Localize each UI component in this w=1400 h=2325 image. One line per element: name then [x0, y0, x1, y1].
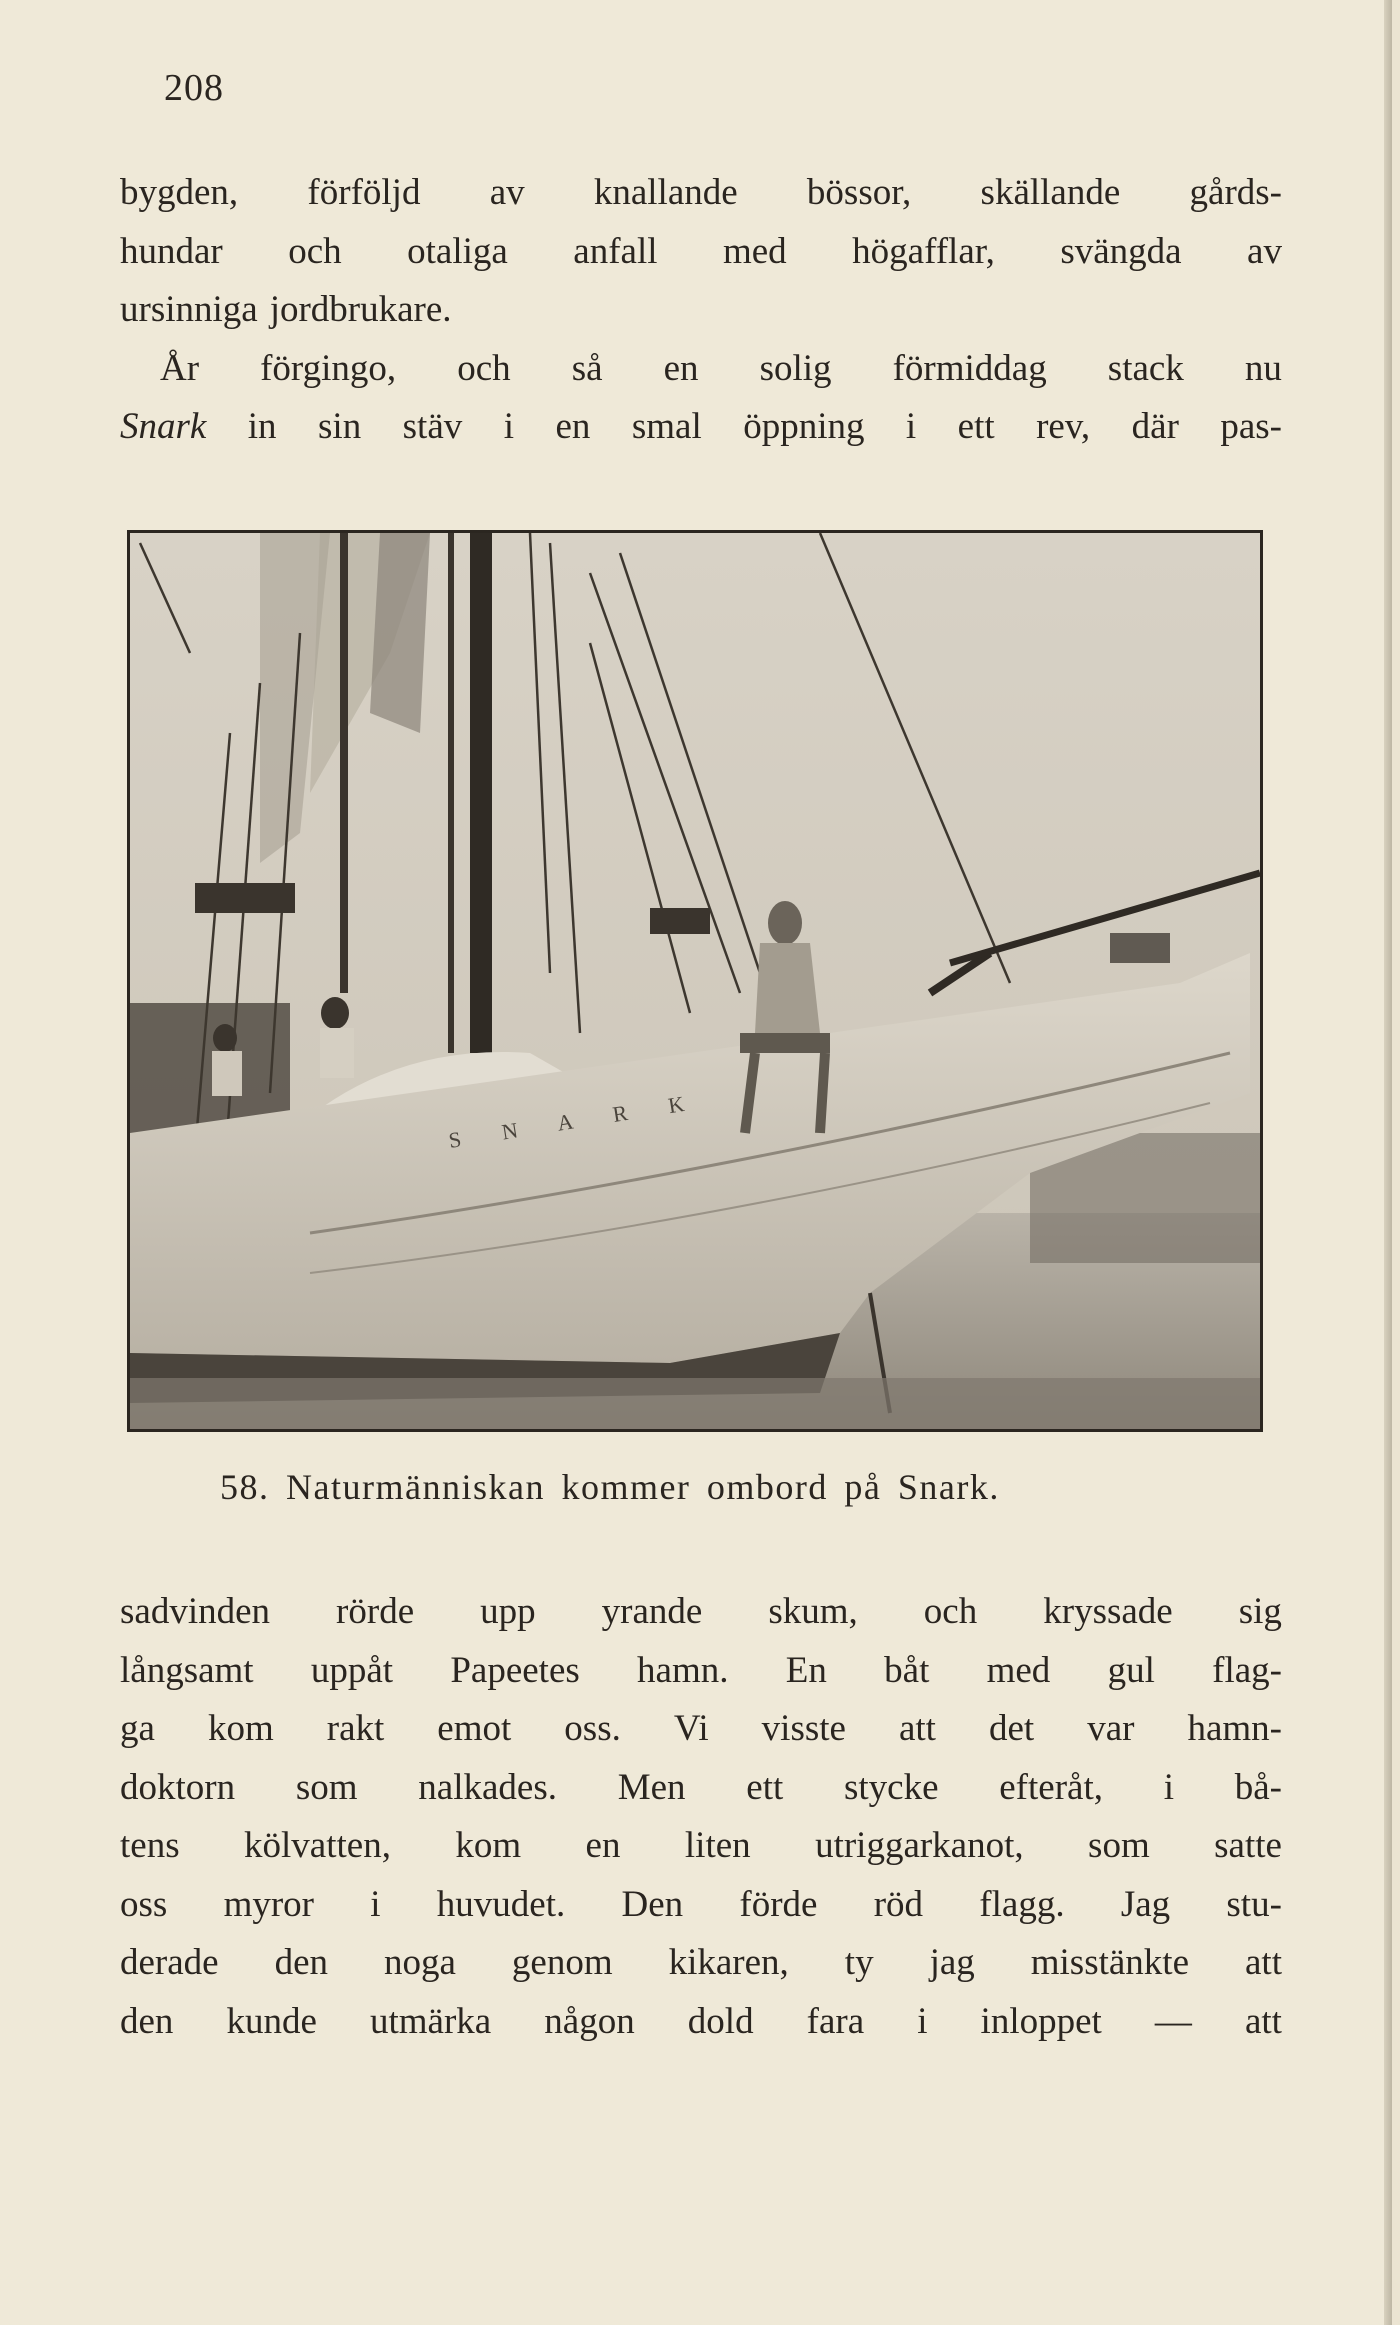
text-line	[120, 1993, 1282, 2052]
word: rakt	[326, 1708, 385, 1749]
word: visste	[761, 1708, 846, 1749]
word: förföljd	[307, 172, 421, 213]
word: in	[247, 406, 277, 447]
word: derade	[120, 1942, 219, 1983]
word: att	[1245, 1942, 1282, 1983]
photo-figure	[127, 530, 1263, 1432]
word: kikaren,	[668, 1942, 789, 1983]
word: hamn.	[637, 1649, 729, 1691]
word: tens	[120, 1825, 180, 1866]
word: liten	[684, 1825, 751, 1866]
word: bå-	[1234, 1766, 1282, 1808]
text-line	[120, 1817, 1282, 1876]
word: stack	[1107, 347, 1184, 389]
word: misstänkte	[1030, 1942, 1190, 1983]
word: högafflar,	[852, 230, 995, 272]
word: skum,	[768, 1591, 858, 1632]
word: En	[785, 1649, 827, 1691]
word: och	[288, 230, 342, 272]
word: hamn-	[1187, 1708, 1282, 1749]
figure-caption: 58. Naturmänniskan kommer ombord på Snark.	[220, 1467, 1000, 1507]
word: och	[457, 347, 511, 389]
word: upp	[480, 1591, 536, 1632]
word: förde	[739, 1883, 818, 1925]
word: doktorn	[120, 1766, 236, 1808]
word: att	[1244, 2000, 1282, 2042]
word: förmiddag	[892, 347, 1047, 389]
text-line	[120, 1583, 1282, 1642]
text-line	[120, 281, 1282, 340]
word: sadvinden	[120, 1591, 271, 1632]
word: stäv	[402, 406, 463, 447]
word: röd	[873, 1883, 924, 1925]
word: otaliga	[407, 230, 508, 272]
word: knallande	[593, 172, 738, 213]
text-line	[120, 223, 1282, 282]
word: Jag	[1120, 1883, 1171, 1925]
word: bygden,	[120, 172, 239, 213]
word: nalkades.	[418, 1766, 557, 1808]
word: Papeetes	[450, 1649, 580, 1691]
word: någon	[544, 2000, 635, 2042]
word: den	[120, 2000, 174, 2042]
word: gul	[1107, 1649, 1155, 1691]
word: som	[1088, 1825, 1150, 1866]
word: flag-	[1212, 1649, 1282, 1691]
hull-lettering: S N A R K	[446, 1088, 704, 1153]
word: Vi	[673, 1708, 709, 1749]
word: med	[722, 230, 787, 272]
word: öppning	[743, 406, 865, 447]
word: i	[1163, 1766, 1174, 1808]
word: emot	[437, 1708, 512, 1749]
word: inloppet	[980, 2000, 1102, 2042]
word: myror	[223, 1883, 314, 1925]
word: var	[1087, 1708, 1135, 1749]
word: långsamt	[120, 1649, 254, 1691]
word: båt	[884, 1649, 930, 1691]
word: efteråt,	[999, 1766, 1103, 1808]
word: pas-	[1220, 406, 1282, 447]
word: noga	[384, 1942, 456, 1983]
text-line	[120, 1934, 1282, 1993]
text-line	[120, 1700, 1282, 1759]
word: ett	[746, 1766, 784, 1808]
word: anfall	[573, 230, 658, 272]
word: rörde	[336, 1591, 415, 1632]
word: kryssade	[1043, 1591, 1173, 1632]
word: svängda	[1060, 230, 1182, 272]
text-line	[120, 1642, 1282, 1701]
word: uppåt	[310, 1649, 394, 1691]
word: av	[489, 172, 525, 213]
word: flagg.	[979, 1883, 1065, 1925]
paragraph-top	[120, 164, 1282, 457]
paragraph-bottom	[120, 1583, 1282, 2051]
word: ett	[957, 406, 995, 447]
word: oss.	[564, 1708, 621, 1749]
word: med	[986, 1649, 1051, 1691]
word: genom	[511, 1942, 613, 1983]
word: förgingo,	[260, 347, 397, 389]
word: ga	[120, 1708, 155, 1749]
word: solig	[759, 347, 832, 389]
word: i	[905, 406, 917, 447]
text-line	[120, 340, 1282, 399]
word: ursinniga	[120, 289, 258, 330]
word: det	[988, 1708, 1035, 1749]
word: en	[555, 406, 591, 447]
word: År	[160, 347, 200, 389]
word: smal	[631, 406, 702, 447]
word: huvudet.	[436, 1883, 566, 1925]
word: fara	[806, 2000, 865, 2042]
word: dold	[687, 2000, 754, 2042]
word: yrande	[601, 1591, 703, 1632]
word: där	[1131, 406, 1179, 447]
word: så	[571, 347, 603, 389]
word: utriggarkanot,	[815, 1825, 1024, 1866]
text-line	[120, 398, 1282, 457]
word: gårds-	[1189, 172, 1282, 213]
word: kom	[207, 1708, 274, 1749]
word: bössor,	[806, 172, 912, 213]
word: av	[1247, 230, 1282, 272]
word: kunde	[226, 2000, 317, 2042]
word: Men	[617, 1766, 686, 1808]
word: hundar	[120, 230, 223, 272]
word: i	[917, 2000, 928, 2042]
word: Snark	[120, 406, 207, 447]
word: sin	[318, 406, 362, 447]
word: en	[663, 347, 699, 389]
word: oss	[120, 1883, 168, 1925]
word: stu-	[1226, 1883, 1282, 1925]
text-line	[120, 1759, 1282, 1818]
word: satte	[1214, 1825, 1282, 1866]
word: en	[585, 1825, 621, 1866]
word: den	[274, 1942, 329, 1983]
word: Den	[621, 1883, 684, 1925]
word: utmärka	[370, 2000, 492, 2042]
word: skällande	[980, 172, 1121, 213]
word: —	[1154, 2000, 1192, 2042]
word: jordbrukare.	[269, 289, 452, 330]
text-line	[120, 164, 1282, 223]
word: stycke	[843, 1766, 939, 1808]
word: som	[295, 1766, 358, 1808]
ship-photograph	[130, 533, 1260, 1429]
page-number: 208	[164, 67, 224, 109]
word: i	[503, 406, 514, 447]
word: och	[923, 1591, 978, 1632]
word: kom	[455, 1825, 522, 1866]
word: jag	[929, 1942, 975, 1983]
word: i	[370, 1883, 381, 1925]
text-line	[120, 1876, 1282, 1935]
word: att	[898, 1708, 936, 1749]
word: kölvatten,	[244, 1825, 391, 1866]
word: rev,	[1036, 406, 1091, 447]
word: ty	[844, 1942, 874, 1983]
word: sig	[1238, 1591, 1282, 1632]
page-edge	[1384, 0, 1392, 2325]
word: nu	[1244, 347, 1282, 389]
